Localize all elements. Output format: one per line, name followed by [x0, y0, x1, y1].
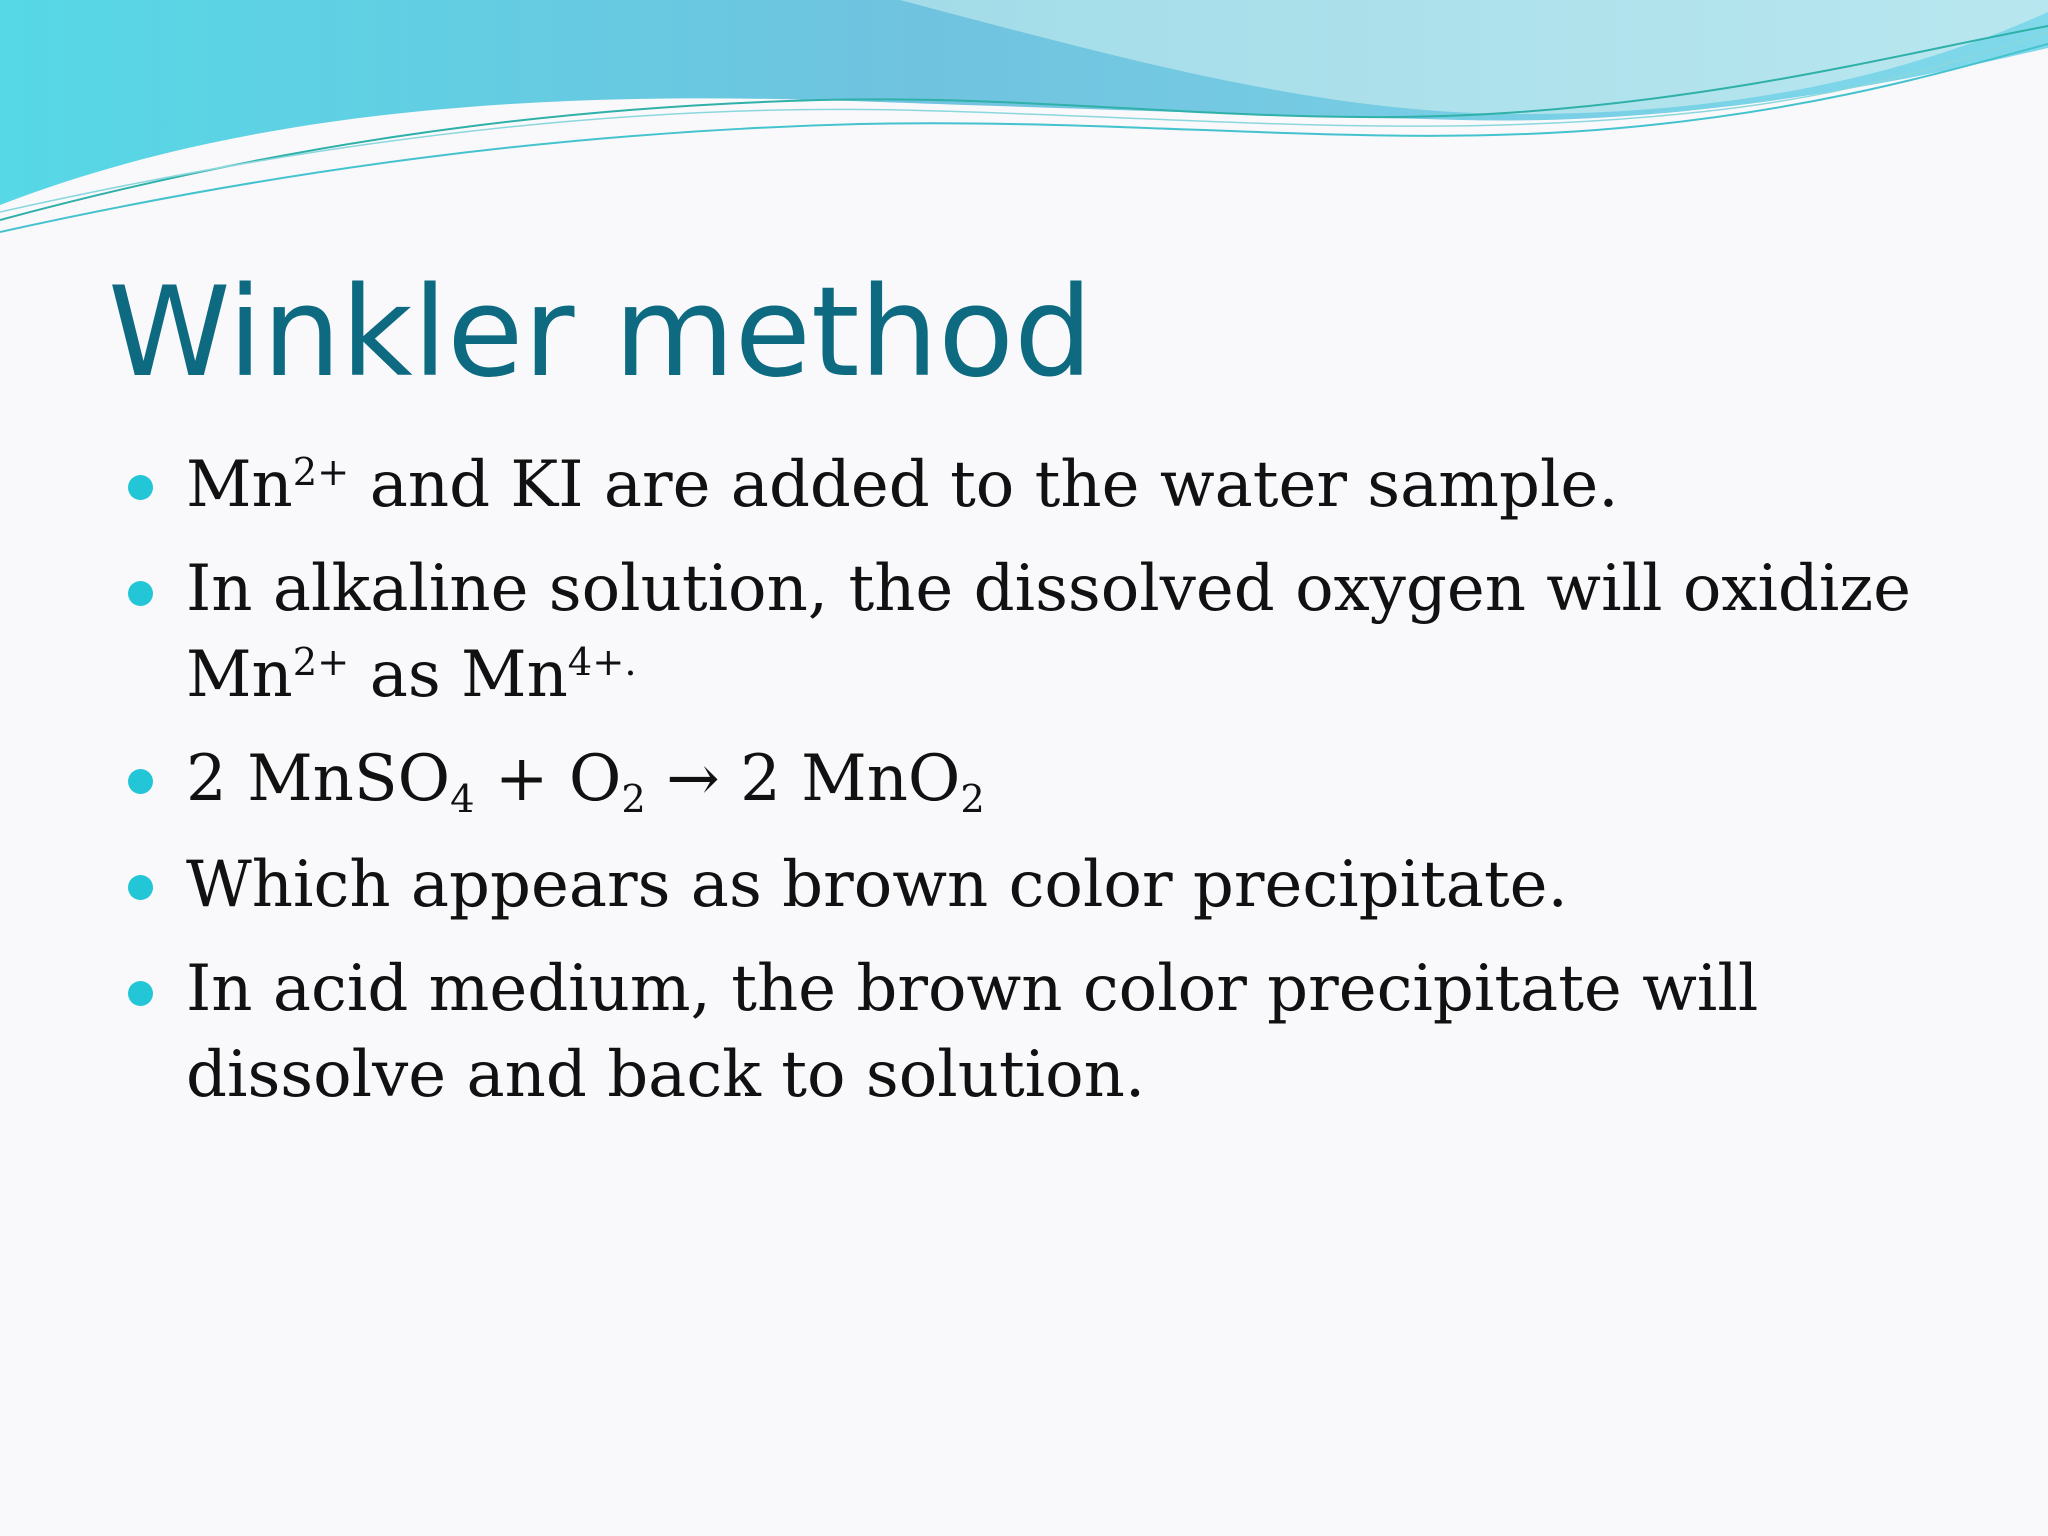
bullet-item-2 — [128, 546, 1968, 718]
superscript-2b: 4+. — [567, 639, 637, 685]
subscript-3: 2 — [960, 776, 985, 822]
bullet-text-1-before: Mn — [186, 448, 293, 522]
bullet-text-5-line1: In acid medium, the brown color precipitate will — [186, 952, 1759, 1026]
equation-part-2: + O — [474, 742, 622, 816]
bullet-list — [128, 440, 1968, 1134]
equation-part-3: → 2 MnO — [645, 742, 961, 816]
bullet-dot-icon — [128, 475, 153, 500]
bullet-dot-icon — [128, 769, 153, 794]
header-wave-decoration — [0, 0, 2048, 240]
slide-title: Winkler method — [108, 261, 1093, 405]
bullet-text-5-line2: dissolve and back to solution. — [186, 1038, 1146, 1112]
equation-part-1: 2 MnSO — [186, 742, 451, 816]
bullet-item-3-equation — [128, 734, 1968, 824]
superscript-2a: 2+ — [292, 639, 350, 685]
bullet-item-5 — [128, 946, 1968, 1118]
bullet-dot-icon — [128, 981, 153, 1006]
bullet-text-2-line1: In alkaline solution, the dissolved oxygen will oxidize — [186, 552, 1911, 626]
bullet-text-2-line2-mid: as Mn — [349, 638, 568, 712]
bullet-text-1-after: and KI are added to the water sample. — [349, 448, 1619, 522]
bullet-item-1 — [128, 440, 1968, 530]
subscript-2: 2 — [621, 776, 646, 822]
bullet-item-4 — [128, 840, 1968, 930]
bullet-dot-icon — [128, 581, 153, 606]
bullet-dot-icon — [128, 875, 153, 900]
superscript-1: 2+ — [292, 449, 350, 495]
bullet-text-2-line2-before: Mn — [186, 638, 293, 712]
bullet-text-4: Which appears as brown color precipitate. — [186, 848, 1568, 922]
subscript-1: 4 — [450, 776, 475, 822]
